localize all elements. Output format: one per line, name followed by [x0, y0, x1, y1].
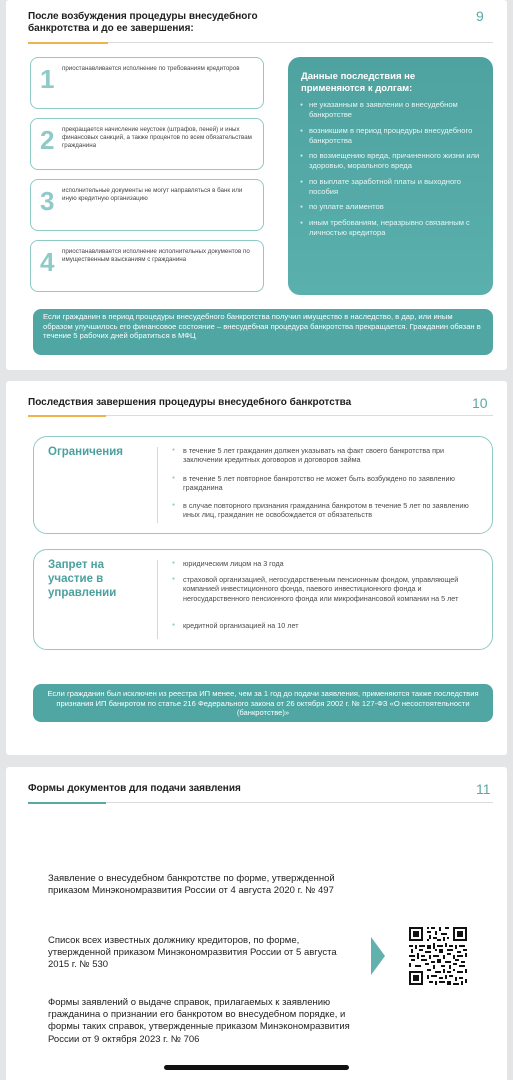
document-form-2: Список всех известных должнику кредиторов, по форме, утвержденной приказом Минэкономразвития России от 5 августа 2015 г. № 530 — [48, 935, 337, 971]
item-number: 4 — [40, 247, 55, 277]
slide-9-title: После возбуждения процедуры внесудебного банкротства и до ее завершения: — [28, 11, 258, 34]
divider — [157, 560, 158, 639]
exceptions-panel — [288, 57, 493, 295]
consequence-item-2 — [30, 118, 264, 170]
divider — [157, 447, 158, 523]
item-text: прекращается начисление неустоек (штрафов, пеней) и иных финансовых санкций, а также процентов по всем обязательствам гражданина — [62, 126, 252, 149]
restrictions-heading: Ограничения — [48, 446, 123, 458]
title-rule — [106, 802, 493, 803]
slide-9-note: Если гражданин в период процедуры внесудебного банкротства получил имущество в наследство, в дар, или иным образом улучшилось его финансовое состояние – внесудебная процедура банкротства прекращается. Гражданин обязан в течение 5 рабочих дней обратиться в МФЦ — [33, 309, 493, 355]
title-underline — [28, 802, 106, 804]
consequence-item-4 — [30, 240, 264, 292]
slide-10-note: Если гражданин был исключен из реестра ИП менее, чем за 1 год до подачи заявления, применяются также последствия признания ИП банкротом по статье 216 Федерального закона от 26 октября 2002 г. № 127-ФЗ «О несостоятельности (банкротстве)» — [33, 684, 493, 722]
exception-item: ● по выплате заработной платы и выходного пособия — [300, 177, 485, 197]
item-text: приостанавливается исполнение по требованиям кредиторов — [62, 65, 240, 72]
slide-10-page-number: 10 — [472, 395, 488, 411]
consequence-item-1 — [30, 57, 264, 109]
exceptions-heading: Данные последствия не применяются к долгам: — [301, 71, 416, 94]
exceptions-list — [300, 100, 485, 243]
slide-10 — [6, 381, 507, 755]
title-rule — [108, 42, 493, 43]
item-text: исполнительные документы не могут направляться в банк или иную кредитную организацию — [62, 187, 243, 202]
item-text: приостанавливается исполнение исполнительных документов по имущественным взысканиям с гражданина — [62, 248, 250, 263]
home-indicator[interactable] — [164, 1065, 349, 1070]
slide-9 — [6, 0, 507, 370]
exception-item: ● по уплате алиментов — [300, 202, 485, 212]
document-form-1: Заявление о внесудебном банкротстве по форме, утвержденной приказом Минэкономразвития России от 4 августа 2020 г. № 497 — [48, 873, 335, 897]
qr-code-icon[interactable] — [409, 927, 467, 985]
exception-item: ● иным требованиям, неразрывно связанным с личностью кредитора — [300, 218, 485, 238]
exception-item: ● возникшим в период процедуры внесудебного банкротства — [300, 126, 485, 146]
chevron-right-icon — [371, 937, 385, 975]
exception-item: ● по возмещению вреда, причиненного жизни или здоровью, морального вреда — [300, 151, 485, 171]
title-underline — [28, 42, 108, 44]
document-form-3: Формы заявлений о выдаче справок, прилагаемых к заявлению гражданина о признании его банкротом во внесудебном порядке, и формы таких справок, утвержденные приказом Минэкономразвития России от 9 октября 2023 г. № 706 — [48, 997, 350, 1045]
restriction-item: ● в случае повторного признания гражданина банкротом в течение 5 лет по заявлению иных лиц, гражданин не освобождается от обязательств — [172, 501, 482, 520]
ban-item: ● юридическим лицом на 3 года — [172, 559, 482, 568]
ban-item: ● кредитной организацией на 10 лет — [172, 621, 482, 630]
slide-9-page-number: 9 — [476, 8, 484, 24]
slide-10-title: Последствия завершения процедуры внесудебного банкротства — [28, 397, 352, 408]
consequence-item-3 — [30, 179, 264, 231]
title-rule — [106, 415, 493, 416]
restrictions-frame — [33, 436, 493, 534]
item-number: 3 — [40, 186, 55, 216]
restriction-item: ● в течение 5 лет повторное банкротство не может быть возбуждено по заявлению гражданина — [172, 474, 482, 493]
slide-11-title: Формы документов для подачи заявления — [28, 783, 241, 794]
item-number: 2 — [40, 125, 55, 155]
management-ban-heading: Запрет на участие в управлении — [48, 559, 117, 599]
title-underline — [28, 415, 106, 417]
item-number: 1 — [40, 64, 55, 94]
management-ban-frame — [33, 549, 493, 650]
exception-item: ● не указанным в заявлении о внесудебном банкротстве — [300, 100, 485, 120]
ban-item: ● страховой организацией, негосударственным пенсионным фондом, управляющей компанией инвестиционного фонда, паевого инвестиционного фонда и негосударственного пенсионного фонда или микрофинансовой компании на 5 лет — [172, 575, 482, 603]
restriction-item: ● в течение 5 лет гражданин должен указывать на факт своего банкротства при заключении кредитных договоров и договоров займа — [172, 446, 482, 465]
slide-11-page-number: 11 — [476, 781, 491, 797]
